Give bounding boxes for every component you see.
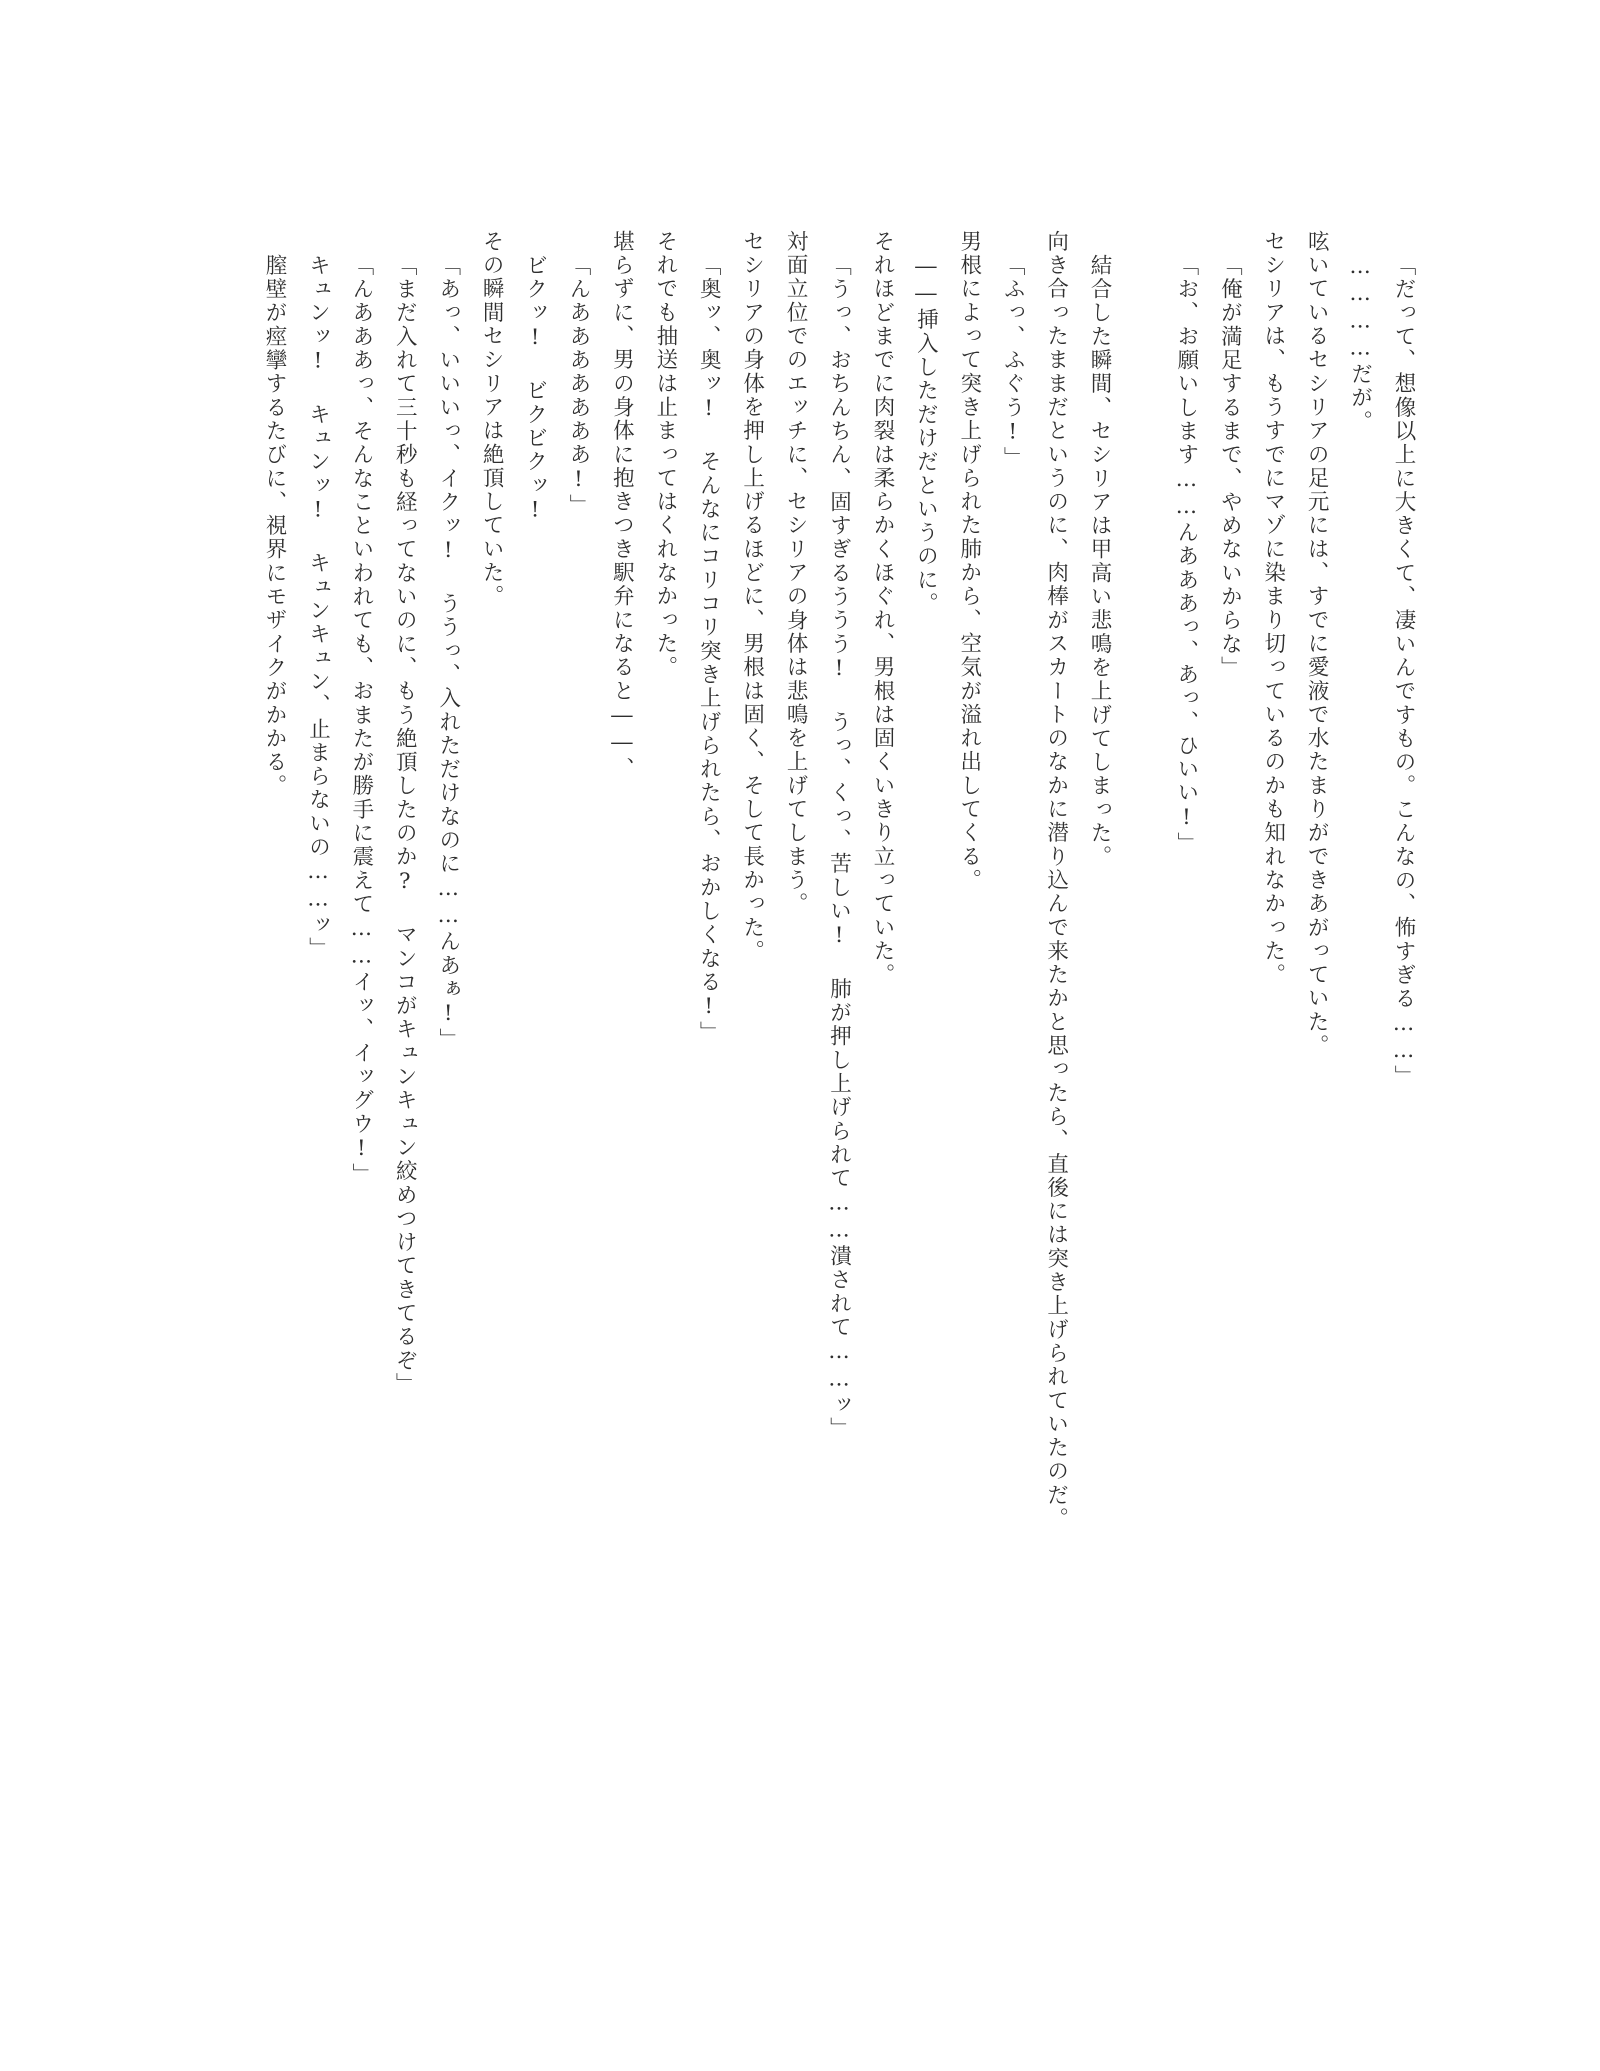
text-line: それほどまでに肉裂は柔らかくほぐれ、男根は固くいきり立っていた。 [869,230,895,987]
text-line: 対面立位でのエッチに、セシリアの身体は悲鳴を上げてしまう。 [783,230,809,916]
text-line: 「だって、想像以上に大きくて、凄いんですもの。こんなの、怖すぎる……」 [1391,254,1416,1089]
vertical-text-body [253,230,1425,1790]
text-line: セシリアの身体を押し上げるほどに、男根は固く、そして長かった。 [739,230,765,964]
text-line: その瞬間セシリアは絶頂していた。 [479,230,505,609]
text-line: 「まだ入れて三十秒も経ってないのに、もう絶頂したのか? マンコがキュンキュン絞めつけてきてるぞ」 [392,254,418,1397]
text-line: ビクッ! ビクビクッ! [522,254,548,525]
text-line [1121,230,1164,1790]
text-line: キュンッ! キュンッ! キュンキュン、止まらないの……ッ」 [305,254,331,961]
text-line: 「奥ッ、奥ッ! そんなにコリコリ突き上げられたら、おかしくなる!」 [696,254,722,1045]
text-line: 「んあああっ、そんなこといわれても、おまたが勝手に震えて……イッ、イッグウ!」 [348,254,374,1187]
text-line: 「俺が満足するまで、やめないからな」 [1217,254,1243,680]
text-line: 「ふっ、ふぐう!」 [1000,254,1026,471]
text-line: 「んあああああああ!」 [565,254,591,518]
text-line: 結合した瞬間、セシリアは甲高い悲鳴を上げてしまった。 [1087,254,1113,869]
text-line: …………だが。 [1347,254,1373,434]
text-line: 「うっ、おちんちん、固すぎるううう! うっ、くっ、苦しい! 肺が押し上げられて……潰されて……ッ」 [826,254,852,1441]
text-line: それでも抽送は止まってはくれなかった。 [652,230,678,680]
text-line: 呟いているセシリアの足元には、すでに愛液で水たまりができあがっていた。 [1304,230,1330,1058]
text-line: 「お、お願いします……んあああっ、あっ、ひいい!」 [1173,254,1199,856]
text-line: セシリアは、もうすでにマゾに染まり切っているのかも知れなかった。 [1260,230,1286,987]
text-line: ――挿入しただけだというのに。 [913,254,939,616]
text-line: 「あっ、いいいっ、イクッ! ううっ、入れただけなのに……んあぁ!」 [435,254,461,1052]
text-line: 堪らずに、男の身体に抱きつき駅弁になると――、 [609,230,635,781]
text-line: 膣壁が痙攣するたびに、視界にモザイクがかかる。 [262,254,288,798]
text-line: 向き合ったままだというのに、肉棒がスカートのなかに潜り込んで来たかと思ったら、直後には突き上げられていたのだ。 [1043,230,1069,1531]
text-line: 男根によって突き上げられた肺から、空気が溢れ出してくる。 [956,230,982,893]
